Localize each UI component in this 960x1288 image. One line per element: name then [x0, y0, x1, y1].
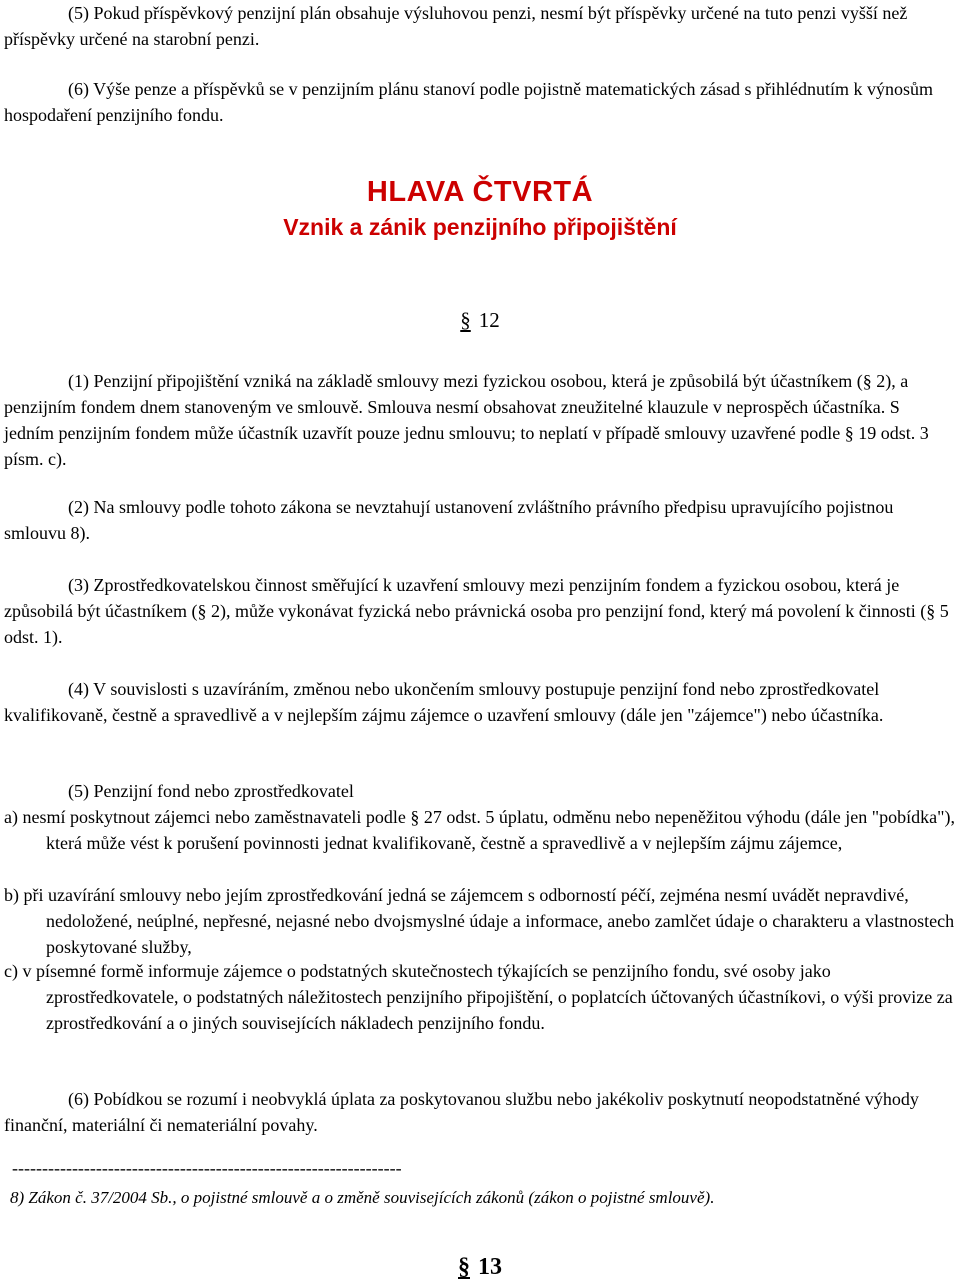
- paragraph-6-pension-amount: (6) Výše penze a příspěvků se v penzijním plánu stanoví podle pojistně matematických zásad s přihlédnutím k výnosům hospodaření penzijního fondu.: [4, 79, 933, 125]
- section-symbol: §: [458, 1254, 470, 1280]
- section-12-paragraph-5-intro: (5) Penzijní fond nebo zprostředkovatel: [68, 781, 354, 801]
- section-12-paragraph-2: (2) Na smlouvy podle tohoto zákona se nevztahují ustanovení zvláštního právního předpisu upravujícího pojistnou smlouvu 8).: [4, 497, 894, 543]
- section-12-paragraph-3: (3) Zprostředkovatelskou činnost směřující k uzavření smlouvy mezi penzijním fondem a fyzickou osobou, která je způsobilá být účastníkem (§ 2), může vykonávat fyzická nebo právnická osoba pro penzijní fond, který má povolení k činnosti (§ 5 odst. 1).: [4, 575, 949, 647]
- paragraph-5-pension-plan: (5) Pokud příspěvkový penzijní plán obsahuje výsluhovou penzi, nesmí být příspěvky určené na tuto penzi vyšší než příspěvky určené na starobní penzi.: [4, 3, 908, 49]
- section-number: 13: [478, 1254, 502, 1280]
- list-item-a: a) nesmí poskytnout zájemci nebo zaměstnavateli podle § 27 odst. 5 úplatu, odměnu nebo nepeněžitou výhodu (dále jen "pobídka"), která může vést k porušení povinnosti jednat kvalifikovaně, čestně a spravedlivě a v nejlepším zájmu zájemce,: [4, 807, 955, 853]
- list-item-b: b) při uzavírání smlouvy nebo jejím zprostředkování jedná se zájemcem s odborností péčí, zejména nesmí uvádět nepravdivé, nedoložené, neúplné, nepřesné, nejasné nebo dvojsmyslné údaje a informace, anebo zamlčet údaje o charakteru a vlastnostech poskytované služby,: [4, 885, 955, 957]
- section-12-paragraph-4: (4) V souvislosti s uzavíráním, změnou nebo ukončením smlouvy postupuje penzijní fond nebo zprostředkovatel kvalifikovaně, čestně a spravedlivě a v nejlepším zájmu zájemce o uzavření smlouvy (dále jen "zájemce") nebo účastníka.: [4, 679, 884, 725]
- section-number: 12: [478, 308, 500, 332]
- section-12-paragraph-1: (1) Penzijní připojištění vzniká na základě smlouvy mezi fyzickou osobou, která je způsobilá být účastníkem (§ 2), a penzijním fondem dnem stanoveným ve smlouvě. Smlouva nesmí obsahovat zneužitelné klauzule v neprospěch účastníka. S jedním penzijním fondem může účastník uzavřít pouze jednu smlouvu; to neplatí v případě smlouvy uzavřené podle § 19 odst. 3 písm. c).: [4, 371, 929, 469]
- section-13-heading: [0, 1253, 960, 1281]
- chapter-title: HLAVA ČTVRTÁ: [366, 176, 594, 208]
- section-12-paragraph-6: (6) Pobídkou se rozumí i neobvyklá úplata za poskytovanou službu nebo jakékoliv poskytnutí neopodstatněné výhody finanční, materiální či nemateriální povahy.: [4, 1089, 919, 1135]
- section-symbol: §: [460, 308, 471, 332]
- section-12-heading: [0, 306, 960, 334]
- footnote-8: 8) Zákon č. 37/2004 Sb., o pojistné smlouvě a o změně souvisejících zákonů (zákon o pojistné smlouvě).: [10, 1188, 715, 1207]
- list-item-c: c) v písemné formě informuje zájemce o podstatných skutečnostech týkajících se penzijního fondu, své osoby jako zprostředkovatele, o podstatných náležitostech penzijního připojištění, o poplatcích účtovaných účastníkovi, o výši provize za zprostředkování a o jiných souvisejících nákladech penzijního fondu.: [4, 961, 953, 1033]
- footnote-rule: -----------------------------------------------------------------: [12, 1158, 402, 1178]
- chapter-subtitle: Vznik a zánik penzijního připojištění: [283, 214, 677, 240]
